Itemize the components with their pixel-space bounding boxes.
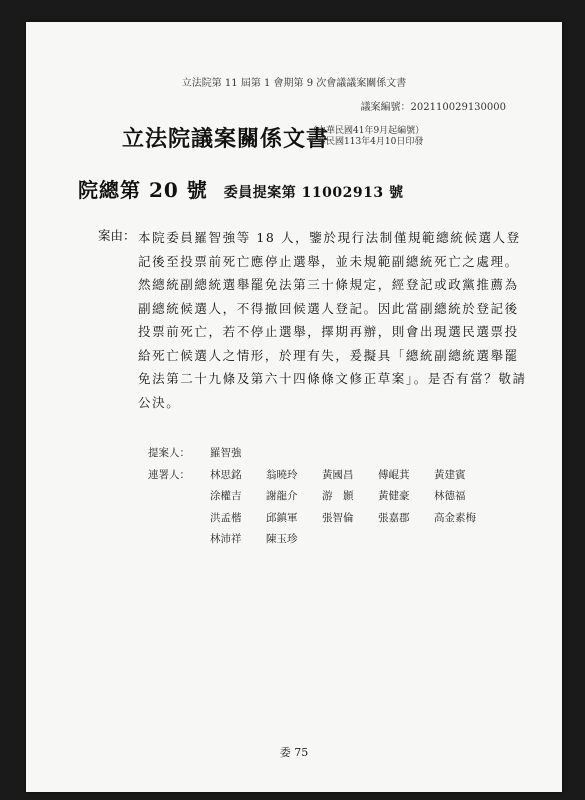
signatories	[148, 442, 490, 550]
cosigner-label: 連署人：	[148, 468, 190, 481]
proposer-label: 提案人：	[148, 447, 190, 460]
cosigner-name: 涂權吉	[210, 490, 242, 503]
case-label: 案由：	[98, 228, 136, 243]
cosigner-row	[148, 464, 490, 486]
proposer-row	[148, 442, 490, 464]
cosigner-name: 張智倫	[322, 511, 354, 524]
cosigner-row	[148, 507, 490, 529]
reference-sub: 委員提案第 11002913 號	[223, 185, 404, 201]
cosigner-name: 游 顥	[322, 490, 354, 503]
page-number: 委 75	[279, 746, 309, 759]
bill-number: 議案編號：202110029130000	[360, 102, 506, 113]
cosigner-name: 高金素梅	[434, 511, 476, 524]
case-section	[98, 226, 528, 414]
cosigner-name: 翁曉玲	[266, 468, 298, 481]
cosigner-name: 林思銘	[210, 468, 242, 481]
cosigner-name: 邱鎮軍	[266, 511, 298, 524]
document-page	[26, 22, 562, 792]
cosigner-name: 洪孟楷	[210, 511, 242, 524]
session-line: 立法院第 11 屆第 1 會期第 9 次會議議案關係文書	[181, 78, 407, 89]
cosigner-name: 黃健豪	[378, 490, 410, 503]
reference-main: 院總第 20 號	[78, 178, 208, 202]
cosigner-name: 陳玉珍	[266, 533, 298, 546]
document-title: 立法院議案關係文書	[122, 126, 330, 152]
cosigner-name: 黃國昌	[322, 468, 354, 481]
cosigner-name: 張嘉郡	[378, 511, 410, 524]
proposer-name: 羅智強	[210, 447, 242, 460]
cosigner-name: 謝龍介	[266, 490, 298, 503]
cosigner-row	[148, 528, 490, 550]
cosigner-name: 傅崐萁	[378, 468, 410, 481]
cosigner-row	[148, 485, 490, 507]
print-dates	[308, 126, 424, 148]
cosigner-name: 黃建賓	[434, 468, 466, 481]
cosigner-name: 林德福	[434, 490, 466, 503]
cosigner-name: 林沛祥	[210, 533, 242, 546]
numbering-date: （中華民國41年9月起編號）	[308, 126, 425, 136]
print-date: 中華民國113年4月10日印發	[308, 137, 424, 147]
case-text: 本院委員羅智強等 18 人，鑒於現行法制僅規範總統候選人登記後至投票前死亡應停止選舉，並未規範副總統死亡之處理。然總統副總統選舉罷免法第三十條規定，經登記或政黨推薦為副總統候選人，不得撤回候選人登記。因此當副總統於登記後投票前死亡，若不停止選舉，擇期再辦，則會出現選民選票投給死亡候選人之情形，於理有失，爰擬具「總統副總統選舉罷免法第二十九條及第六十四條條文修正草案」。是否有當？敬請公決。	[138, 230, 527, 410]
reference-number	[78, 174, 403, 203]
